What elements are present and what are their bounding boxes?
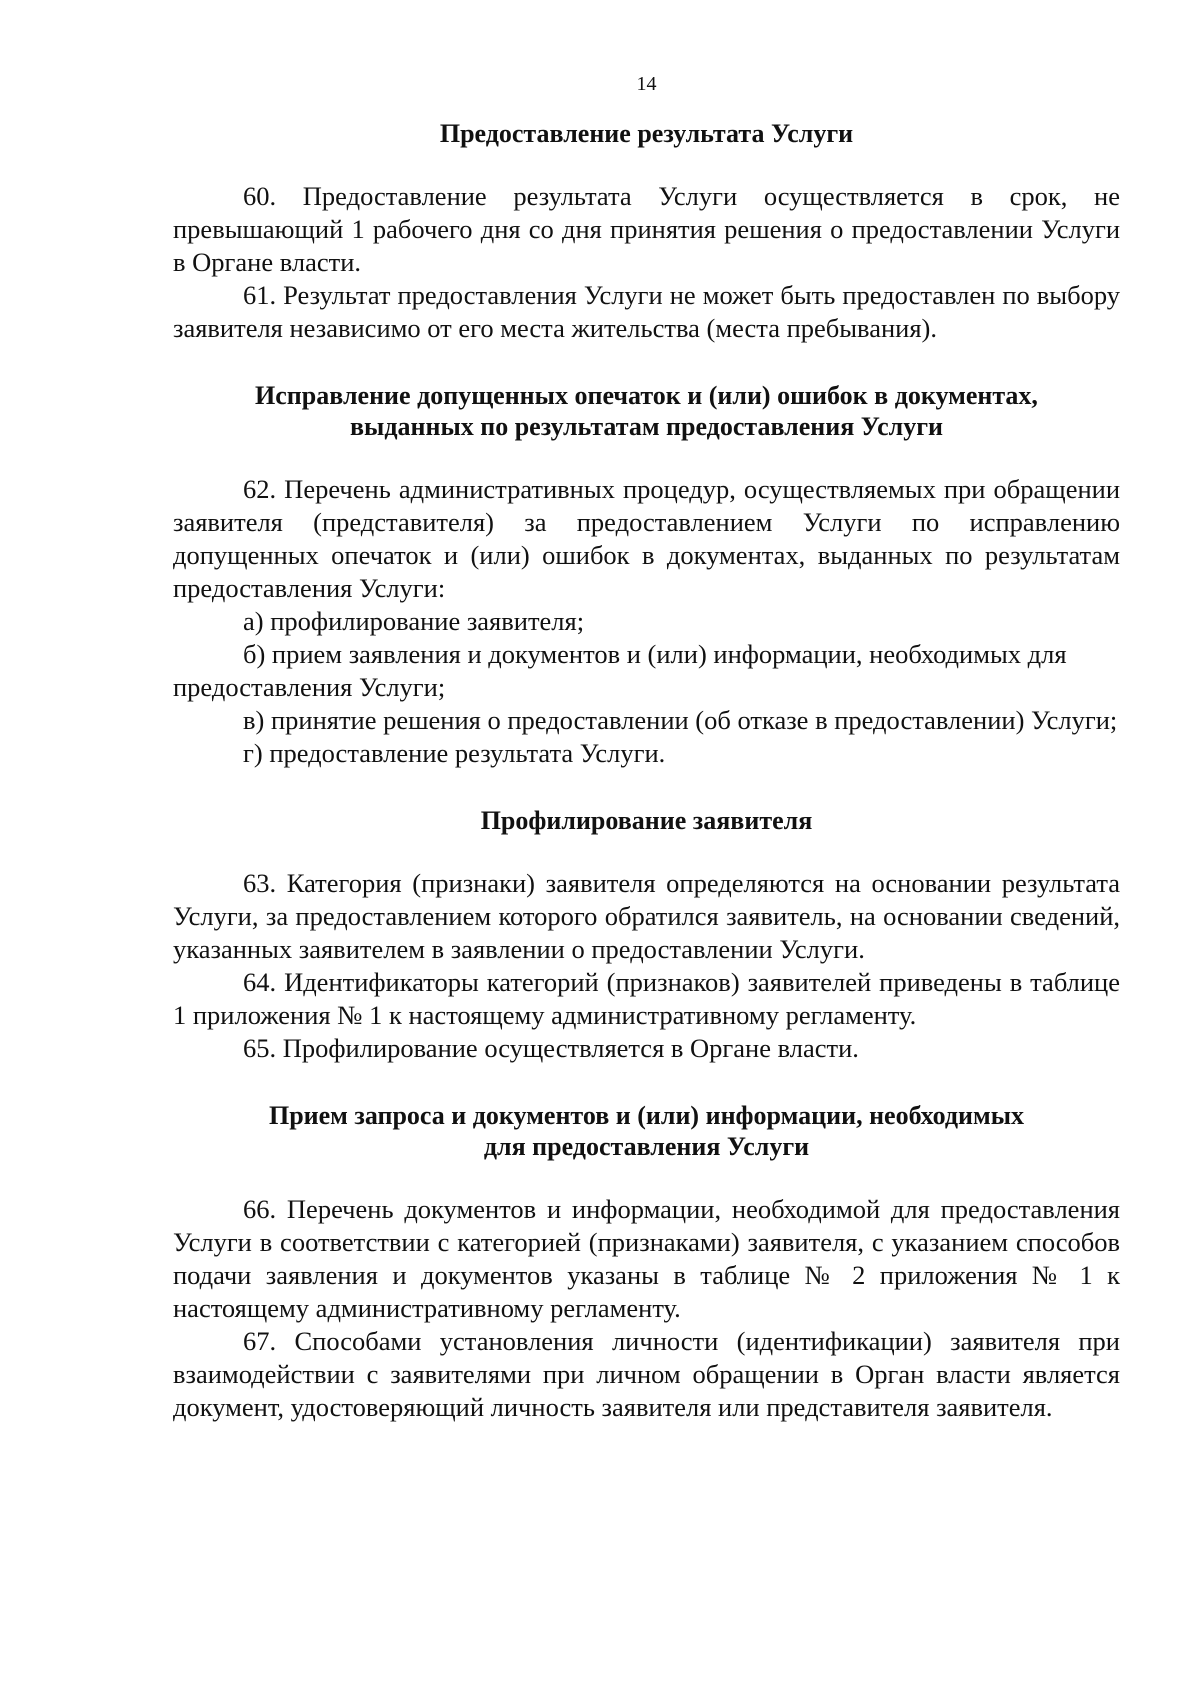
section-heading-line: выданных по результатам предоставления Услуги <box>349 412 943 441</box>
section-heading <box>173 1100 1120 1162</box>
list-item-g: г) предоставление результата Услуги. <box>243 738 666 768</box>
page-number: 14 <box>636 73 657 95</box>
section-heading-line: Исправление допущенных опечаток и (или) ошибок в документах, <box>255 381 1038 410</box>
list-item-b: б) прием заявления и документов и (или) информации, необходимых для предоставления Услуги; <box>173 639 1067 702</box>
paragraph-63: 63. Категория (признаки) заявителя определяются на основании результата Услуги, за предоставлением которого обратился заявитель, на основании сведений, указанных заявителем в заявлении о предоставлении Услуги. <box>173 868 1120 964</box>
document-page <box>173 0 1120 1698</box>
section-heading-line: для предоставления Услуги <box>483 1132 810 1161</box>
section-heading <box>173 805 1120 836</box>
paragraph-64: 64. Идентификаторы категорий (признаков) заявителей приведены в таблице 1 приложения № 1 к настоящему административному регламенту. <box>173 967 1120 1030</box>
document-body <box>173 118 1120 1424</box>
section-heading <box>173 118 1120 149</box>
paragraph-67: 67. Способами установления личности (идентификации) заявителя при взаимодействии с заявителями при личном обращении в Орган власти является документ, удостоверяющий личность заявителя или представителя заявителя. <box>173 1326 1120 1422</box>
section-error-correction <box>173 380 1120 770</box>
paragraph-60: 60. Предоставление результата Услуги осуществляется в срок, не превышающий 1 рабочего дня со дня принятия решения о предоставлении Услуги в Органе власти. <box>173 181 1120 277</box>
section-request-reception <box>173 1100 1120 1424</box>
section-applicant-profiling <box>173 805 1120 1065</box>
section-heading-line: Профилирование заявителя <box>480 806 813 835</box>
paragraph-62: 62. Перечень административных процедур, осуществляемых при обращении заявителя (представителя) за предоставлением Услуги по исправлению допущенных опечаток и (или) ошибок в документах, выданных по результатам предоставления Услуги: <box>173 474 1120 603</box>
section-heading-line: Прием запроса и документов и (или) информации, необходимых <box>268 1101 1025 1130</box>
section-heading <box>173 380 1120 442</box>
paragraph-66: 66. Перечень документов и информации, необходимой для предоставления Услуги в соответствии с категорией (признаками) заявителя, с указанием способов подачи заявления и документов указаны в таблице № 2 приложения № 1 к настоящему административному регламенту. <box>173 1194 1120 1323</box>
section-result-provision <box>173 118 1120 345</box>
paragraph-61: 61. Результат предоставления Услуги не может быть предоставлен по выбору заявителя независимо от его места жительства (места пребывания). <box>173 280 1120 343</box>
paragraph-65: 65. Профилирование осуществляется в Органе власти. <box>243 1033 859 1063</box>
list-item-v: в) принятие решения о предоставлении (об отказе в предоставлении) Услуги; <box>243 705 1118 735</box>
section-heading-line: Предоставление результата Услуги <box>439 119 854 148</box>
list-item-a: а) профилирование заявителя; <box>243 606 585 636</box>
